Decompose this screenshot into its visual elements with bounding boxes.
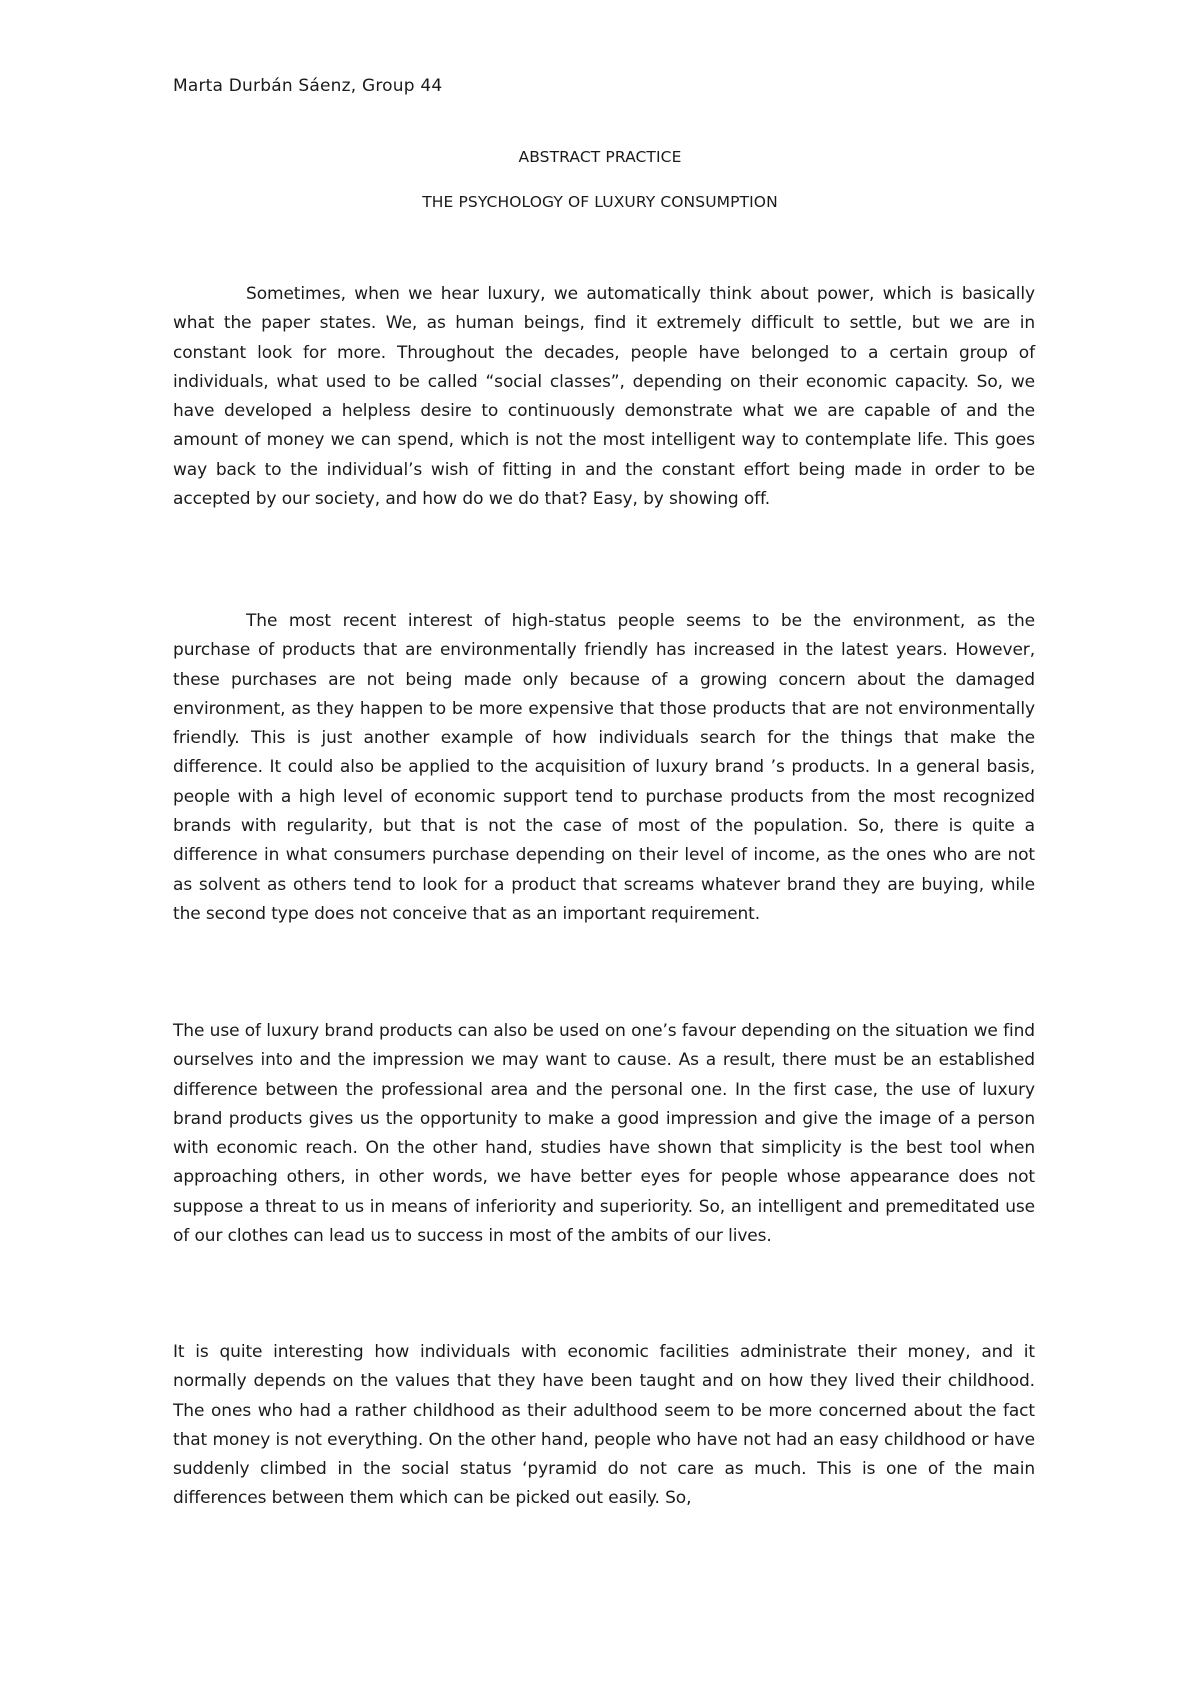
author-line: Marta Durbán Sáenz, Group 44 (173, 76, 443, 96)
abstract-heading: ABSTRACT PRACTICE (518, 148, 682, 166)
paragraph-2: The most recent interest of high-status people seems to be the environment, as the purchase of products that are environmentally friendly has increased in the latest years. However, these purchases are not being made only because of a growing concern about the damaged environment, as they happen to be more expensive that those products that are not environmentally friendly. This is just another example of how individuals search for the things that make the difference. It could also be applied to the acquisition of luxury brand ’s products. In a general basis, people with a high level of economic support tend to purchase products from the most recognized brands with regularity, but that is not the case of most of the population. So, there is quite a difference in what consumers purchase depending on their level of income, as the ones who are not as solvent as others tend to look for a product that screams whatever brand they are buying, while the second type does not conceive that as an important requirement. (173, 611, 1035, 924)
paragraph-1: Sometimes, when we hear luxury, we automatically think about power, which is basically what the paper states. We, as human beings, find it extremely difficult to settle, but we are in constant look for more. Throughout the decades, people have belonged to a certain group of individuals, what used to be called “social classes”, depending on their economic capacity. So, we have developed a helpless desire to continuously demonstrate what we are capable of and the amount of money we can spend, which is not the most intelligent way to contemplate life. This goes way back to the individual’s wish of fitting in and the constant effort being made in order to be accepted by our society, and how do we do that? Easy, by showing off. (173, 284, 1035, 510)
paragraph-3: The use of luxury brand products can also be used on one’s favour depending on the situation we find ourselves into and the impression we may want to cause. As a result, there must be an established difference between the professional area and the personal one. In the first case, the use of luxury brand products gives us the opportunity to make a good impression and give the image of a person with economic reach. On the other hand, studies have shown that simplicity is the best tool when approaching others, in other words, we have better eyes for people whose appearance does not suppose a threat to us in means of inferiority and superiority. So, an intelligent and premeditated use of our clothes can lead us to success in most of the ambits of our lives. (173, 1021, 1035, 1247)
document-title: THE PSYCHOLOGY OF LUXURY CONSUMPTION (422, 193, 778, 211)
paragraph-4: It is quite interesting how individuals with economic facilities administrate their money, and it normally depends on the values that they have been taught and on how they lived their childhood. The ones who had a rather childhood as their adulthood seem to be more concerned about the fact that money is not everything. On the other hand, people who have not had an easy childhood or have suddenly climbed in the social status ‘pyramid do not care as much. This is one of the main differences between them which can be picked out easily. So, (173, 1342, 1035, 1509)
